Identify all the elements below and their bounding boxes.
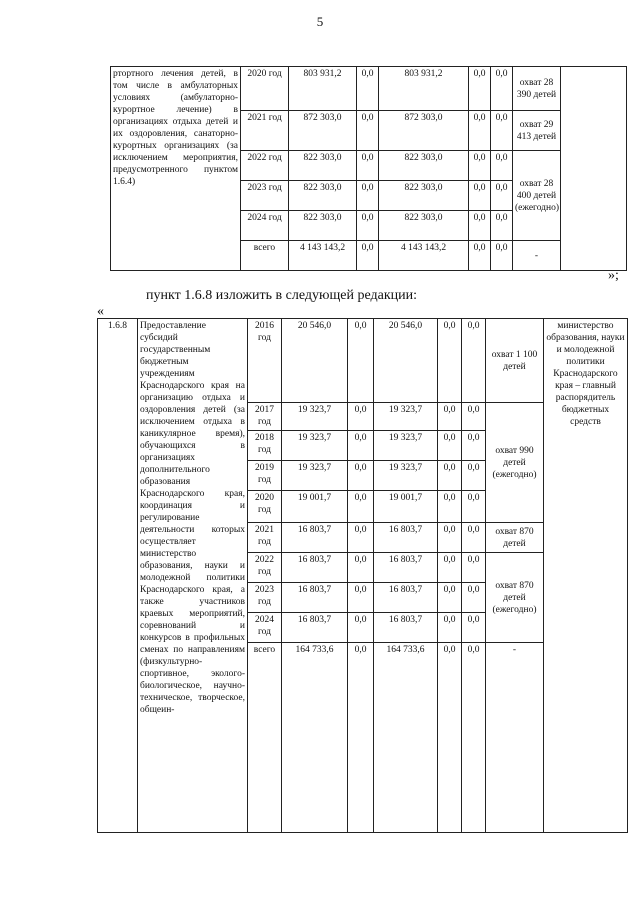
result-cell: охват 990 детей (ежегодно) xyxy=(486,403,544,523)
regional-cell: 19 323,7 xyxy=(374,403,438,431)
year-cell: 2019 год xyxy=(248,461,282,491)
executor-cell xyxy=(561,67,627,271)
federal-cell: 0,0 xyxy=(348,319,374,403)
year-cell: всего xyxy=(241,241,289,271)
other-cell: 0,0 xyxy=(462,523,486,553)
result-cell: охват 28 390 детей xyxy=(513,67,561,111)
result-cell: - xyxy=(513,241,561,271)
description-cell: ртортного лечения детей, в том числе в амбулаторных условиях (амбулаторно-курортное лечение) в организациях отдыха детей и их оздоровления, санаторно-курортных организациях (за исключением мероприятия, предусмотренного пунктом 1.6.4) xyxy=(111,67,241,271)
total-cell: 20 546,0 xyxy=(282,319,348,403)
local-cell: 0,0 xyxy=(438,461,462,491)
instruction-text: пункт 1.6.8 изложить в следующей редакции: xyxy=(146,288,417,303)
year-cell: 2021 год xyxy=(241,111,289,151)
other-cell: 0,0 xyxy=(491,67,513,111)
local-cell: 0,0 xyxy=(438,523,462,553)
description-cell: Предоставление субсидий государственным бюджетным учреждениям Краснодарского края на организацию отдыха и оздоровления детей (за исключением отдыха в каникулярное время), обучающихся в организациях дополнительного образования Краснодарского края, координация и регулирование деятельности которых осуществляет министерство образования, науки и молодежной политики Краснодарского края, а также участников краевых мероприятий, соревнований и конкурсов в профильных сменах по направлениям (физкультурно-спортивное, эколого-биологическое, научно-техническое, творческое, общеин- xyxy=(138,319,248,833)
regional-cell: 872 303,0 xyxy=(379,111,469,151)
year-cell: 2023 год xyxy=(248,583,282,613)
regional-cell: 4 143 143,2 xyxy=(379,241,469,271)
regional-cell: 16 803,7 xyxy=(374,523,438,553)
local-cell: 0,0 xyxy=(469,111,491,151)
federal-cell: 0,0 xyxy=(348,583,374,613)
federal-cell: 0,0 xyxy=(357,67,379,111)
total-cell: 822 303,0 xyxy=(289,181,357,211)
other-cell: 0,0 xyxy=(491,111,513,151)
local-cell: 0,0 xyxy=(438,583,462,613)
total-cell: 19 323,7 xyxy=(282,403,348,431)
total-cell: 803 931,2 xyxy=(289,67,357,111)
item-number: 1.6.8 xyxy=(98,319,138,833)
federal-cell: 0,0 xyxy=(348,403,374,431)
other-cell: 0,0 xyxy=(491,241,513,271)
result-cell: охват 1 100 детей xyxy=(486,319,544,403)
other-cell: 0,0 xyxy=(491,151,513,181)
federal-cell: 0,0 xyxy=(348,431,374,461)
federal-cell: 0,0 xyxy=(348,461,374,491)
federal-cell: 0,0 xyxy=(348,523,374,553)
year-cell: 2017 год xyxy=(248,403,282,431)
table-continuation xyxy=(110,66,627,271)
local-cell: 0,0 xyxy=(469,211,491,241)
other-cell: 0,0 xyxy=(462,491,486,523)
total-cell: 16 803,7 xyxy=(282,553,348,583)
regional-cell: 16 803,7 xyxy=(374,553,438,583)
other-cell: 0,0 xyxy=(491,211,513,241)
result-cell: охват 28 400 детей (ежегодно) xyxy=(513,151,561,241)
total-cell: 164 733,6 xyxy=(282,643,348,833)
local-cell: 0,0 xyxy=(438,643,462,833)
federal-cell: 0,0 xyxy=(357,151,379,181)
other-cell: 0,0 xyxy=(462,643,486,833)
table-item-1-6-8 xyxy=(97,318,628,833)
federal-cell: 0,0 xyxy=(357,181,379,211)
local-cell: 0,0 xyxy=(438,431,462,461)
federal-cell: 0,0 xyxy=(357,211,379,241)
other-cell: 0,0 xyxy=(462,431,486,461)
year-cell: 2020 год xyxy=(248,491,282,523)
executor-cell: министерство образования, науки и молодежной политики Краснодарского края – главный распорядитель бюджетных средств xyxy=(544,319,628,833)
year-cell: 2024 год xyxy=(248,613,282,643)
regional-cell: 19 323,7 xyxy=(374,461,438,491)
regional-cell: 822 303,0 xyxy=(379,181,469,211)
year-cell: 2020 год xyxy=(241,67,289,111)
total-cell: 16 803,7 xyxy=(282,613,348,643)
result-cell: - xyxy=(486,643,544,833)
total-cell: 822 303,0 xyxy=(289,151,357,181)
federal-cell: 0,0 xyxy=(348,553,374,583)
opening-quote: « xyxy=(97,304,104,319)
federal-cell: 0,0 xyxy=(357,241,379,271)
local-cell: 0,0 xyxy=(469,67,491,111)
total-cell: 822 303,0 xyxy=(289,211,357,241)
regional-cell: 16 803,7 xyxy=(374,613,438,643)
local-cell: 0,0 xyxy=(438,403,462,431)
year-cell: всего xyxy=(248,643,282,833)
federal-cell: 0,0 xyxy=(348,643,374,833)
result-cell: охват 29 413 детей xyxy=(513,111,561,151)
total-cell: 16 803,7 xyxy=(282,583,348,613)
federal-cell: 0,0 xyxy=(348,491,374,523)
regional-cell: 19 323,7 xyxy=(374,431,438,461)
local-cell: 0,0 xyxy=(438,319,462,403)
regional-cell: 822 303,0 xyxy=(379,211,469,241)
regional-cell: 20 546,0 xyxy=(374,319,438,403)
local-cell: 0,0 xyxy=(469,241,491,271)
federal-cell: 0,0 xyxy=(348,613,374,643)
result-cell: охват 870 детей (ежегодно) xyxy=(486,553,544,643)
total-cell: 19 323,7 xyxy=(282,461,348,491)
result-cell: охват 870 детей xyxy=(486,523,544,553)
year-cell: 2023 год xyxy=(241,181,289,211)
other-cell: 0,0 xyxy=(491,181,513,211)
other-cell: 0,0 xyxy=(462,461,486,491)
total-cell: 4 143 143,2 xyxy=(289,241,357,271)
other-cell: 0,0 xyxy=(462,403,486,431)
other-cell: 0,0 xyxy=(462,553,486,583)
regional-cell: 164 733,6 xyxy=(374,643,438,833)
total-cell: 19 001,7 xyxy=(282,491,348,523)
page-number: 5 xyxy=(316,14,324,29)
year-cell: 2022 год xyxy=(241,151,289,181)
closing-quote: »; xyxy=(608,268,619,283)
regional-cell: 19 001,7 xyxy=(374,491,438,523)
year-cell: 2024 год xyxy=(241,211,289,241)
total-cell: 872 303,0 xyxy=(289,111,357,151)
local-cell: 0,0 xyxy=(469,151,491,181)
other-cell: 0,0 xyxy=(462,613,486,643)
regional-cell: 16 803,7 xyxy=(374,583,438,613)
year-cell: 2018 год xyxy=(248,431,282,461)
local-cell: 0,0 xyxy=(469,181,491,211)
local-cell: 0,0 xyxy=(438,613,462,643)
federal-cell: 0,0 xyxy=(357,111,379,151)
total-cell: 16 803,7 xyxy=(282,523,348,553)
local-cell: 0,0 xyxy=(438,553,462,583)
other-cell: 0,0 xyxy=(462,319,486,403)
year-cell: 2022 год xyxy=(248,553,282,583)
local-cell: 0,0 xyxy=(438,491,462,523)
regional-cell: 822 303,0 xyxy=(379,151,469,181)
total-cell: 19 323,7 xyxy=(282,431,348,461)
year-cell: 2016 год xyxy=(248,319,282,403)
regional-cell: 803 931,2 xyxy=(379,67,469,111)
year-cell: 2021 год xyxy=(248,523,282,553)
other-cell: 0,0 xyxy=(462,583,486,613)
